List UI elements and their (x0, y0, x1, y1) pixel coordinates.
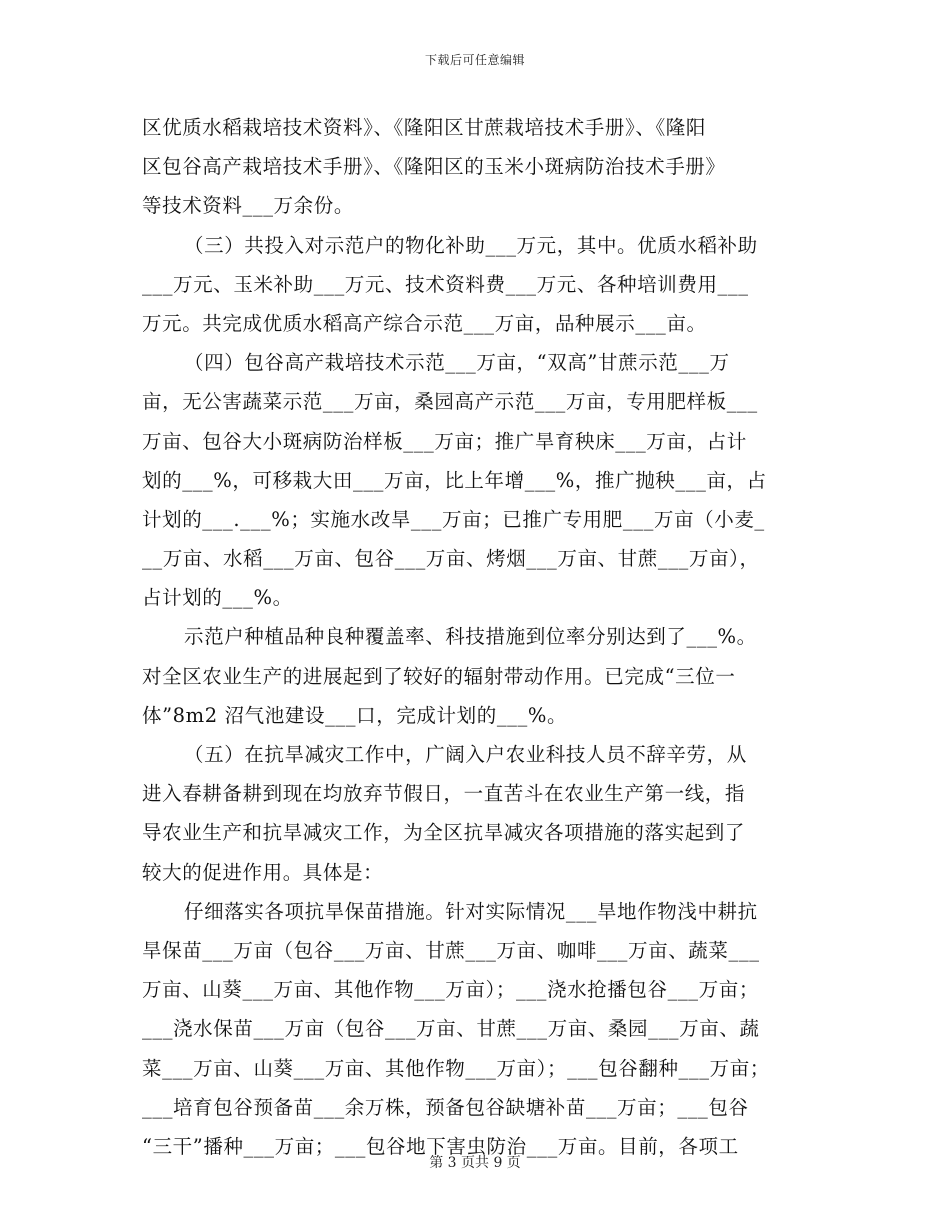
page-footer: 第 3 页共 9 页 (429, 1155, 521, 1171)
document-body (142, 108, 814, 1166)
paragraph-start-line: 示范户种植品种良种覆盖率、科技措施到位率分别达到了___%。 (184, 625, 757, 649)
paragraph-start-line: （五）在抗旱减灾工作中，广阔入户农业科技人员不辞辛劳，从 (184, 743, 747, 766)
text-line: “三干”播种___万亩；___包谷地下害虫防治___万亩。目前，各项工 (142, 1134, 739, 1158)
page-header: 下载后可任意编辑 (424, 53, 525, 67)
text-line: 计划的___.___%；实施水改旱___万亩；已推广专用肥___万亩（小麦_ (142, 507, 765, 531)
text-line: 划的___%，可移栽大田___万亩，比上年增___%，推广抛秧___亩，占 (142, 468, 767, 492)
paragraph-start-line: （四）包谷高产栽培技术示范___万亩，“双高”甘蔗示范___万 (184, 351, 730, 375)
text-line: 区包谷高产栽培技术手册》、《隆阳区的玉米小斑病防治技术手册》 (142, 155, 726, 179)
paragraph-start-line: （三）共投入对示范户的物化补助___万元，其中。优质水稻补助 (184, 233, 758, 257)
text-line: 对全区农业生产的进展起到了较好的辐射带动作用。已完成“三位一 (142, 664, 736, 688)
text-line: ___培育包谷预备苗___余万株，预备包谷缺塘补苗___万亩；___包谷 (142, 1095, 749, 1119)
paragraph-start-line: 仔细落实各项抗旱保苗措施。针对实际情况___旱地作物浅中耕抗 (184, 899, 758, 923)
text-line: 区优质水稻栽培技术资料》、《隆阳区甘蔗栽培技术手册》、《隆阳 (142, 116, 707, 139)
text-line: 导农业生产和抗旱减灾工作，为全区抗旱减灾各项措施的落实起到了 (142, 821, 746, 845)
text-line: 万亩、山葵___万亩、其他作物___万亩）；___浇水抢播包谷___万亩； (142, 978, 759, 1002)
text-line: 万亩、包谷大小斑病防治样板___万亩；推广旱育秧床___万亩，占计 (142, 429, 747, 453)
text-line: ___浇水保苗___万亩（包谷___万亩、甘蔗___万亩、桑园___万亩、蔬 (142, 1017, 760, 1041)
text-line: 较大的促进作用。具体是： (142, 860, 384, 884)
text-line: 进入春耕备耕到现在均放弃节假日，一直苦斗在农业生产第一线，指 (142, 782, 746, 806)
text-line: 体”8m2 沼气池建设___口，完成计划的___%。 (142, 703, 568, 727)
text-line: 万元。共完成优质水稻高产综合示范___万亩，品种展示___亩。 (142, 311, 707, 335)
text-line: 旱保苗___万亩（包谷___万亩、甘蔗___万亩、咖啡___万亩、蔬菜___ (142, 938, 760, 962)
text-line: 等技术资料___万余份。 (142, 194, 354, 218)
text-line: 占计划的___%。 (142, 586, 293, 610)
text-line: ___万元、玉米补助___万元、技术资料费___万元、各种培训费用___ (142, 272, 749, 296)
text-line: __万亩、水稻___万亩、包谷___万亩、烤烟___万亩、甘蔗___万亩）， (142, 547, 760, 571)
text-line: 菜___万亩、山葵___万亩、其他作物___万亩）；___包谷翻种___万亩； (142, 1056, 770, 1080)
text-line: 亩，无公害蔬菜示范___万亩，桑园高产示范___万亩，专用肥样板___ (142, 390, 758, 414)
